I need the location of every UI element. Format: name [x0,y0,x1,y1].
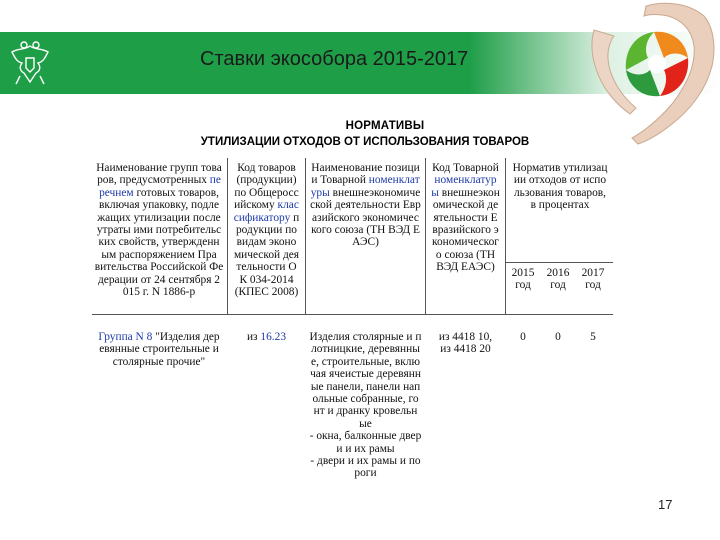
cell-line [229,162,304,174]
cell-line [507,174,613,186]
cell-line [229,331,304,343]
row-name [307,331,424,480]
column-divider [305,158,306,314]
cell-line [92,162,226,174]
cell-line [507,162,613,174]
cell-line [427,199,504,211]
header-divider [505,262,613,263]
cell-line [427,224,504,236]
cell-line [229,212,304,224]
cell-text: утраты ими потребительс [96,224,222,237]
cell-text: ые [359,417,372,430]
cell-text: вразийского э [432,224,499,237]
cell-line [307,236,424,248]
page-number: 17 [658,497,673,512]
cell-text: включая упаковку, подле [98,199,220,212]
cell-text: Изделия столярные и п [309,331,422,343]
document-link[interactable]: сификатору [233,211,291,224]
cell-line [92,261,226,273]
header-bottom-line [92,314,613,315]
cell-text: Код товаров [237,162,296,174]
cell-line [307,356,424,368]
year-2015: 2015 год [511,267,535,292]
cell-line [92,249,226,261]
header-name [307,162,424,249]
cell-line [307,443,424,455]
cell-text: Наименование групп това [96,162,222,174]
cell-text: родукции по [235,224,297,237]
cell-text: АЭС) [352,236,379,249]
cell-text: Код Товарной [432,162,499,174]
cell-text: ольные собранные, го [312,393,419,406]
document-link[interactable]: речнем [99,186,134,199]
cell-text: мической дея [233,248,300,261]
state-emblem-icon [8,36,52,90]
cell-text: ких свойств, утвержденн [98,236,220,249]
document-link[interactable]: номенклатур [434,174,497,187]
cell-line [229,199,304,211]
cell-text: из [246,331,261,343]
header-tnved [427,162,504,274]
cell-text: омической де [432,199,499,212]
cell-line [307,187,424,199]
cell-line [229,174,304,186]
cell-line [427,162,504,174]
cell-text: роги [354,467,377,480]
cell-line [307,162,424,174]
column-divider [425,158,426,314]
cell-line [427,249,504,261]
cell-line [507,187,613,199]
cell-text: (КПЕС 2008) [234,286,299,299]
cell-text: внешнеэкон [438,186,500,199]
document-link[interactable]: клас [277,199,299,212]
cell-line [229,187,304,199]
cell-text: азийского экономичес [312,211,419,224]
cell-text: тельности О [236,261,297,274]
cell-text: столярные прочие" [112,355,206,368]
cell-text: жащих утилизации после [97,211,221,224]
row-value-2015: 0 [520,331,526,343]
row-tnved [427,331,504,356]
document-link[interactable]: пе [209,174,221,187]
cell-text: ВЭД ЕАЭС) [436,261,495,274]
cell-line [307,343,424,355]
row-code [229,331,304,343]
cell-line [229,236,304,248]
cell-text: - окна, балконные двер [309,430,422,443]
cell-line [92,286,226,298]
cell-line [92,174,226,186]
cell-text: дерации от 24 сентября 2 [97,273,221,286]
cell-line [92,236,226,248]
cell-text: нт и дранку кровельн [313,405,418,418]
cell-line [92,343,226,355]
cell-line [427,212,504,224]
cell-line [427,236,504,248]
cell-text: "Изделия дер [152,331,220,343]
column-divider [227,158,228,314]
cell-line [92,274,226,286]
cell-text: кого союза (ТН ВЭД Е [311,224,420,237]
cell-line [307,212,424,224]
cell-line [427,187,504,199]
row-group [92,331,226,368]
cell-line [92,187,226,199]
cell-line [427,343,504,355]
cell-text: К 034-2014 [239,273,294,286]
cell-line [307,331,424,343]
cell-text: лотницкие, деревянны [311,343,420,356]
cell-text: 015 г. N 1886-р [122,286,196,299]
cell-text: из 4418 20 [440,343,491,356]
header-group [92,162,226,298]
cell-line [229,274,304,286]
row-value-2016: 0 [555,331,561,343]
cell-line [307,393,424,405]
cell-line [92,212,226,224]
cell-line [307,455,424,467]
cell-text: ятельности Е [433,211,498,224]
cell-text: льзования товаров, [514,186,606,199]
cell-line [307,368,424,380]
cell-line [307,467,424,479]
doc-heading-line-2: УТИЛИЗАЦИИ ОТХОДОВ ОТ ИСПОЛЬЗОВАНИЯ ТОВАРОВ [200,136,530,148]
cell-line [307,174,424,186]
document-link[interactable]: 16.23 [260,331,287,343]
cell-line [307,418,424,430]
cell-line [507,199,613,211]
cell-text: о союза (ТН [435,248,496,261]
cell-text: чая ячеистые деревянн [310,368,421,381]
cell-text: ров, предусмотренных [97,174,210,187]
cell-line [307,224,424,236]
header-code [229,162,304,298]
cell-line [307,381,424,393]
cell-line [307,405,424,417]
cell-line [427,174,504,186]
cell-text: ые панели, панели нап [310,380,421,393]
cell-text: Наименование позици [311,162,420,174]
cell-line [229,261,304,273]
cell-text: евянные строительные и [99,343,219,356]
slide-title: Ставки экособора 2015-2017 [200,48,469,70]
cell-text: ым распоряжением Пра [101,248,217,261]
row-value-2017: 5 [590,331,596,343]
cell-line [92,199,226,211]
cell-text: готовых товаров, [133,186,219,199]
cell-line [427,331,504,343]
cell-line [229,224,304,236]
cell-text: в процентах [530,199,590,212]
cell-line [229,249,304,261]
document-link[interactable]: Группа N 8 [98,331,153,343]
cell-line [427,261,504,273]
document-link[interactable]: номенклат [368,174,420,187]
column-divider [505,158,506,314]
cell-text: ии отходов от испо [513,174,607,187]
cell-text: по Общеросс [234,186,299,199]
cell-line [92,331,226,343]
cell-line [92,224,226,236]
cell-text: е, строительные, вклю [311,355,420,368]
cell-text: ской деятельности Евр [310,199,421,212]
cell-line [229,286,304,298]
cell-text: Норматив утилизац [512,162,608,174]
cell-text: внешнеэкономиче [329,186,421,199]
document-link[interactable]: уры [310,186,330,199]
document-link[interactable]: ы [431,186,439,199]
cell-line [92,356,226,368]
cell-text: - двери и их рамы и по [310,455,421,468]
cell-text: из 4418 10, [438,331,493,343]
cell-text: кономическог [432,236,499,249]
cell-line [307,199,424,211]
cell-text: видам эконо [236,236,297,249]
recycle-logo-icon [626,32,688,96]
doc-heading-line-1: НОРМАТИВЫ [345,120,425,132]
cell-text: п [290,211,300,224]
cell-text: вительства Российской Фе [94,261,224,274]
cell-text: и Товарной [311,174,369,187]
header-norm [507,162,613,212]
cell-text: ийскому [234,199,278,212]
cell-line [307,430,424,442]
year-2016: 2016 год [546,267,570,292]
cell-text: (продукции) [236,174,297,187]
cell-text: и и их рамы [336,442,395,455]
year-2017: 2017 год [581,267,605,292]
